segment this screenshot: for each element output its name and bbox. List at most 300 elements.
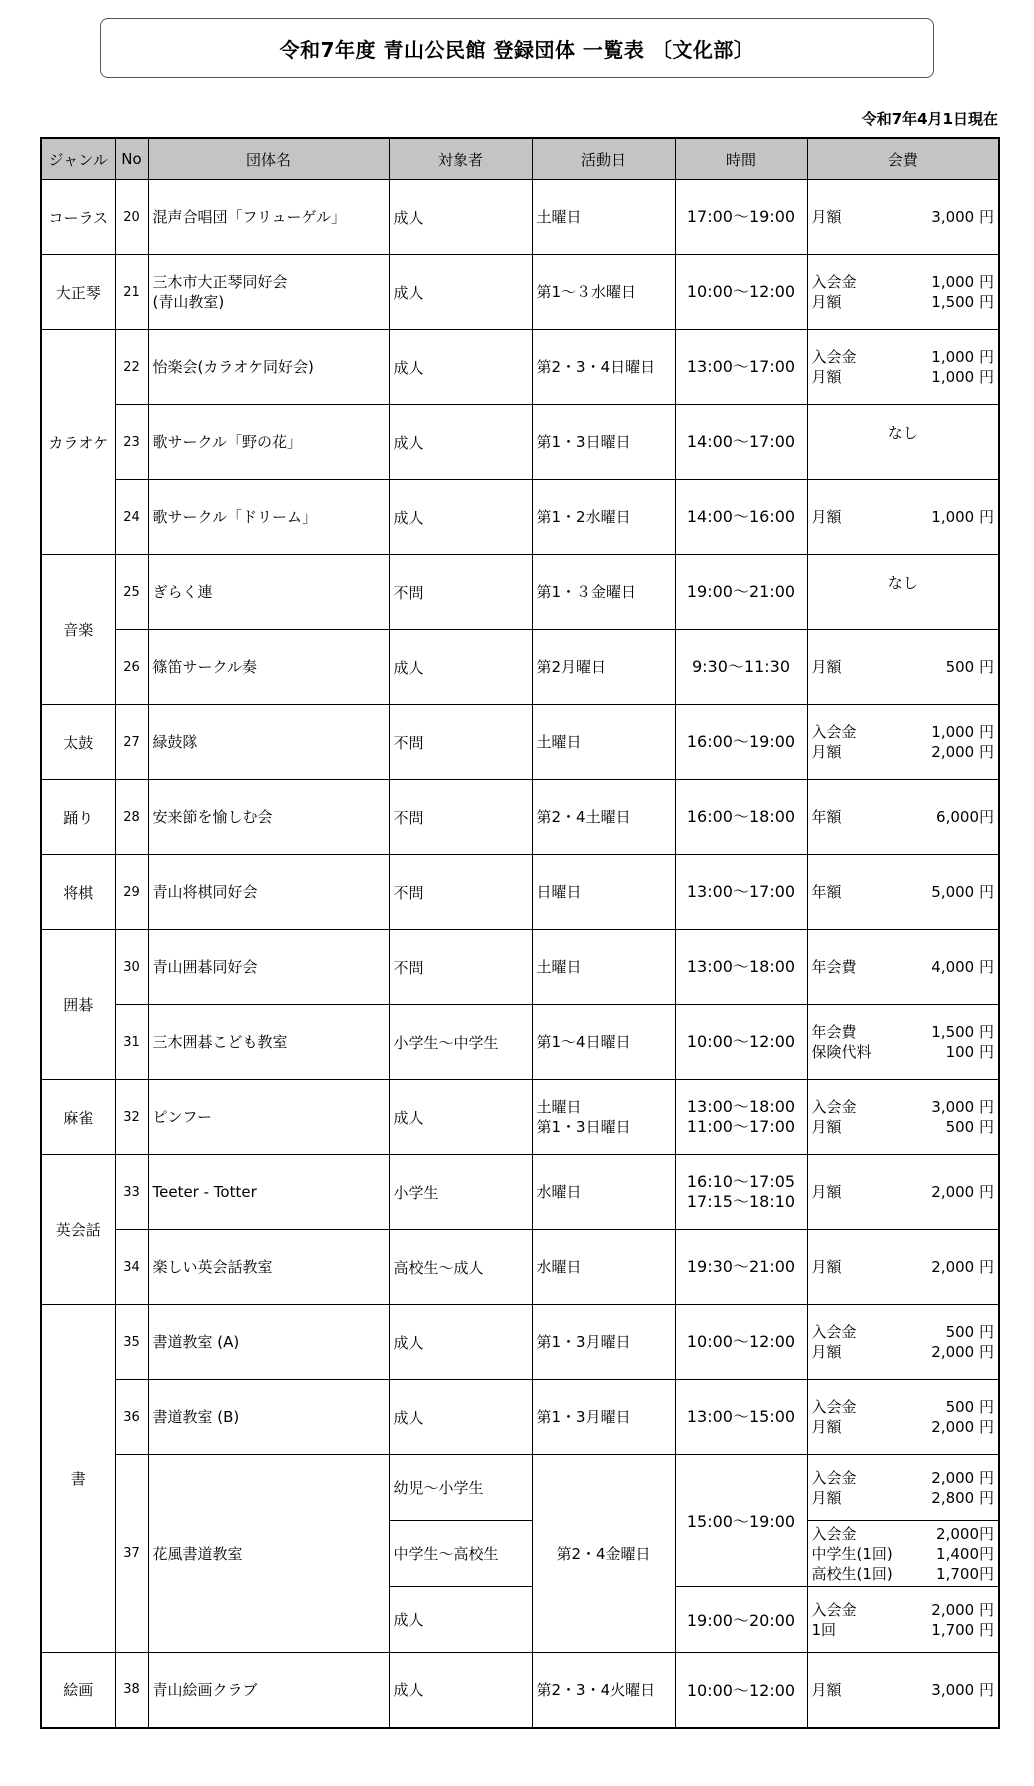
header-time: 時間 xyxy=(675,138,807,180)
fee-line xyxy=(808,207,999,227)
fee-line xyxy=(808,367,999,387)
fee-amount: 2,000 円 xyxy=(931,1418,994,1436)
fee-line xyxy=(808,1417,999,1437)
activity-day xyxy=(532,1380,675,1455)
group-name xyxy=(148,930,389,1005)
group-number: 32 xyxy=(115,1080,148,1155)
fee-line xyxy=(808,1468,999,1488)
target-audience: 不問 xyxy=(389,930,532,1005)
membership-fee xyxy=(807,630,999,705)
fee-amount: 1,000 円 xyxy=(931,368,994,386)
table-row xyxy=(41,255,999,330)
fee-amount: 500 円 xyxy=(945,1398,994,1416)
activity-day-line: 水曜日 xyxy=(536,1183,582,1201)
target-audience: 中学生〜高校生 xyxy=(389,1521,532,1587)
fee-amount: 2,000 円 xyxy=(931,1343,994,1361)
fee-line xyxy=(808,1564,999,1584)
fee-label: 入会金 xyxy=(811,1398,857,1416)
activity-day xyxy=(532,180,675,255)
group-name-line: (青山教室) xyxy=(152,293,225,311)
activity-day xyxy=(532,405,675,480)
document-title: 令和7年度 青山公民館 登録団体 一覧表 〔文化部〕 xyxy=(100,18,934,78)
activity-day xyxy=(532,855,675,930)
activity-time-line: 17:00〜19:00 xyxy=(686,207,796,226)
group-name-line: 青山囲碁同好会 xyxy=(152,958,258,976)
header-genre: ジャンル xyxy=(41,138,115,180)
membership-fee xyxy=(807,855,999,930)
activity-day xyxy=(532,1305,675,1380)
group-name-line: 三木市大正琴同好会 xyxy=(152,273,288,291)
group-name-line: 歌サークル「野の花」 xyxy=(152,433,303,451)
group-number: 37 xyxy=(115,1455,148,1653)
group-number: 38 xyxy=(115,1653,148,1728)
membership-fee xyxy=(807,405,999,480)
fee-amount: 2,000 円 xyxy=(931,1258,994,1276)
table-row xyxy=(41,1653,999,1728)
fee-amount: 1,700 円 xyxy=(931,1620,994,1639)
activity-day-line: 第1・2水曜日 xyxy=(536,508,631,526)
table-row xyxy=(41,1155,999,1230)
fee-line xyxy=(808,1022,999,1042)
activity-day-line: 第2・4土曜日 xyxy=(536,808,631,826)
table-header-row xyxy=(41,138,999,180)
fee-line xyxy=(808,807,999,827)
activity-day xyxy=(532,1080,675,1155)
membership-fee xyxy=(807,1005,999,1080)
membership-fee xyxy=(807,480,999,555)
as-of-date: 令和7年4月1日現在 xyxy=(861,110,998,128)
fee-amount: 1,400円 xyxy=(936,1544,994,1563)
group-name-line: ピンフー xyxy=(152,1108,213,1126)
activity-time xyxy=(675,555,807,630)
activity-time xyxy=(675,930,807,1005)
fee-line xyxy=(808,1097,999,1117)
fee-amount: 2,000 円 xyxy=(931,1183,994,1201)
group-name-line: 安来節を愉しむ会 xyxy=(152,808,273,826)
fee-line xyxy=(808,957,999,977)
header-no: No xyxy=(115,138,148,180)
activity-day-line: 土曜日 xyxy=(536,733,582,751)
genre-cell: 音楽 xyxy=(41,555,115,705)
activity-day-line: 第1・３金曜日 xyxy=(536,583,637,601)
activity-day: 第2・4金曜日 xyxy=(532,1455,675,1653)
membership-fee xyxy=(807,1230,999,1305)
group-name xyxy=(148,1230,389,1305)
fee-label: 月額 xyxy=(811,1183,842,1201)
fee-line xyxy=(808,1117,999,1137)
fee-amount: 3,000 円 xyxy=(931,208,994,226)
group-name xyxy=(148,1380,389,1455)
fee-line xyxy=(808,1322,999,1342)
group-number: 35 xyxy=(115,1305,148,1380)
activity-day xyxy=(532,930,675,1005)
membership-fee xyxy=(807,780,999,855)
group-name xyxy=(148,705,389,780)
activity-time-line: 13:00〜17:00 xyxy=(686,882,796,901)
fee-line xyxy=(808,1182,999,1202)
fee-line xyxy=(808,507,999,527)
activity-time xyxy=(675,180,807,255)
header-name: 団体名 xyxy=(148,138,389,180)
fee-line xyxy=(808,1600,999,1620)
group-name xyxy=(148,180,389,255)
activity-time-line: 19:30〜21:00 xyxy=(686,1257,796,1276)
fee-amount: 500 円 xyxy=(945,658,994,676)
genre-cell: 麻雀 xyxy=(41,1080,115,1155)
genre-cell: コーラス xyxy=(41,180,115,255)
genre-cell: カラオケ xyxy=(41,330,115,555)
group-name xyxy=(148,1005,389,1080)
membership-fee xyxy=(807,1155,999,1230)
table-row xyxy=(41,405,999,480)
header-target: 対象者 xyxy=(389,138,532,180)
activity-time-line: 10:00〜12:00 xyxy=(686,1332,796,1351)
fee-amount: 3,000 円 xyxy=(931,1680,994,1699)
activity-time-line: 17:15〜18:10 xyxy=(686,1192,796,1211)
activity-day-line: 日曜日 xyxy=(536,883,582,901)
group-number: 20 xyxy=(115,180,148,255)
group-number: 23 xyxy=(115,405,148,480)
group-name xyxy=(148,480,389,555)
activity-time xyxy=(675,855,807,930)
genre-cell: 囲碁 xyxy=(41,930,115,1080)
fee-amount: 1,000 円 xyxy=(931,273,994,291)
activity-time xyxy=(675,255,807,330)
activity-time xyxy=(675,705,807,780)
group-name-line: 緑鼓隊 xyxy=(152,733,198,751)
table-row xyxy=(41,555,999,630)
table-row xyxy=(41,630,999,705)
genre-cell: 踊り xyxy=(41,780,115,855)
fee-amount: 500 円 xyxy=(945,1323,994,1341)
table-row xyxy=(41,705,999,780)
table-row xyxy=(41,180,999,255)
genre-cell: 英会話 xyxy=(41,1155,115,1305)
activity-day-line: 土曜日 xyxy=(536,1098,582,1116)
activity-day xyxy=(532,1005,675,1080)
target-audience: 不問 xyxy=(389,780,532,855)
membership-fee xyxy=(807,330,999,405)
fee-label: 高校生(1回) xyxy=(811,1564,893,1583)
activity-day-line: 第1・3月曜日 xyxy=(536,1408,631,1426)
activity-day xyxy=(532,630,675,705)
fee-label: 月額 xyxy=(811,368,842,386)
group-name-line: 怡楽会(カラオケ同好会) xyxy=(152,358,314,376)
table-row xyxy=(41,1305,999,1380)
activity-day-line: 土曜日 xyxy=(536,208,582,226)
table-row xyxy=(41,1005,999,1080)
fee-amount: 6,000円 xyxy=(936,808,994,826)
group-name xyxy=(148,255,389,330)
fee-line xyxy=(808,292,999,312)
activity-day-line: 第1・3日曜日 xyxy=(536,1118,631,1136)
activity-time-line: 16:00〜18:00 xyxy=(686,807,796,826)
membership-fee xyxy=(807,705,999,780)
group-number: 34 xyxy=(115,1230,148,1305)
group-name: 青山絵画クラブ xyxy=(148,1653,389,1728)
groups-table xyxy=(40,137,1000,1729)
activity-time-line: 14:00〜16:00 xyxy=(686,507,796,526)
fee-label: 保険代料 xyxy=(811,1043,872,1061)
membership-fee xyxy=(807,1521,999,1587)
fee-none: なし xyxy=(887,573,918,592)
activity-time: 15:00〜19:00 xyxy=(675,1455,807,1587)
target-audience: 成人 xyxy=(389,405,532,480)
fee-line xyxy=(808,1257,999,1277)
membership-fee xyxy=(807,1587,999,1653)
activity-time-line: 10:00〜12:00 xyxy=(686,282,796,301)
activity-day xyxy=(532,780,675,855)
activity-time xyxy=(675,630,807,705)
membership-fee xyxy=(807,1305,999,1380)
fee-amount: 2,800 円 xyxy=(931,1488,994,1507)
group-name xyxy=(148,630,389,705)
activity-day xyxy=(532,1155,675,1230)
table-row xyxy=(41,1230,999,1305)
group-name-line: ぎらく連 xyxy=(152,583,213,601)
fee-amount: 1,000 円 xyxy=(931,723,994,741)
activity-time-line: 14:00〜17:00 xyxy=(686,432,796,451)
activity-day-line: 土曜日 xyxy=(536,958,582,976)
activity-time-line: 16:10〜17:05 xyxy=(686,1172,796,1191)
activity-time-line: 11:00〜17:00 xyxy=(686,1117,796,1136)
activity-day xyxy=(532,1230,675,1305)
activity-day-line: 第1〜4日曜日 xyxy=(536,1033,631,1051)
fee-label: 入会金 xyxy=(811,348,857,366)
activity-time-line: 16:00〜19:00 xyxy=(686,732,796,751)
fee-amount: 4,000 円 xyxy=(931,958,994,976)
membership-fee xyxy=(807,1455,999,1521)
table-row xyxy=(41,480,999,555)
fee-line xyxy=(808,882,999,902)
activity-day xyxy=(532,255,675,330)
fee-label: 入会金 xyxy=(811,1468,857,1487)
group-name-line: Teeter - Totter xyxy=(152,1183,257,1201)
activity-day: 第2・3・4火曜日 xyxy=(532,1653,675,1728)
group-name: 花風書道教室 xyxy=(148,1455,389,1653)
fee-label: 年額 xyxy=(811,883,842,901)
group-number: 33 xyxy=(115,1155,148,1230)
target-audience: 小学生 xyxy=(389,1155,532,1230)
activity-time xyxy=(675,1155,807,1230)
activity-time xyxy=(675,1080,807,1155)
fee-line xyxy=(808,1397,999,1417)
fee-label: 月額 xyxy=(811,208,842,226)
group-number: 21 xyxy=(115,255,148,330)
fee-label: 月額 xyxy=(811,1118,842,1136)
fee-amount: 1,500 円 xyxy=(931,1023,994,1041)
target-audience: 高校生〜成人 xyxy=(389,1230,532,1305)
fee-amount: 1,500 円 xyxy=(931,293,994,311)
fee-label: 入会金 xyxy=(811,1323,857,1341)
fee-amount: 3,000 円 xyxy=(931,1098,994,1116)
fee-none: なし xyxy=(887,423,918,442)
group-name xyxy=(148,855,389,930)
fee-label: 月額 xyxy=(811,658,842,676)
membership-fee xyxy=(807,180,999,255)
target-audience: 成人 xyxy=(389,1305,532,1380)
fee-label: 年額 xyxy=(811,808,842,826)
activity-time xyxy=(675,480,807,555)
fee-amount: 1,700円 xyxy=(936,1564,994,1583)
table-row xyxy=(41,855,999,930)
table-body xyxy=(41,180,999,1728)
group-name-line: 書道教室 (B) xyxy=(152,1408,240,1426)
fee-amount: 5,000 円 xyxy=(931,883,994,901)
fee-amount: 100 円 xyxy=(945,1043,994,1061)
target-audience: 不問 xyxy=(389,705,532,780)
target-audience: 幼児〜小学生 xyxy=(389,1455,532,1521)
activity-time xyxy=(675,1305,807,1380)
target-audience: 成人 xyxy=(389,480,532,555)
fee-line xyxy=(808,742,999,762)
activity-time xyxy=(675,330,807,405)
fee-label: 月額 xyxy=(811,743,842,761)
fee-amount: 500 円 xyxy=(945,1118,994,1136)
membership-fee xyxy=(807,1380,999,1455)
fee-line xyxy=(808,1524,999,1544)
fee-label: 入会金 xyxy=(811,723,857,741)
fee-amount: 2,000 円 xyxy=(931,1468,994,1487)
header-day: 活動日 xyxy=(532,138,675,180)
activity-day-line: 第1〜３水曜日 xyxy=(536,283,637,301)
fee-label: 入会金 xyxy=(811,1600,857,1619)
group-name xyxy=(148,405,389,480)
fee-amount: 2,000 円 xyxy=(931,743,994,761)
fee-line xyxy=(808,272,999,292)
group-number: 36 xyxy=(115,1380,148,1455)
membership-fee xyxy=(807,1080,999,1155)
membership-fee xyxy=(807,555,999,630)
activity-time-line: 13:00〜17:00 xyxy=(686,357,796,376)
fee-line xyxy=(808,1042,999,1062)
group-number: 27 xyxy=(115,705,148,780)
genre-cell: 絵画 xyxy=(41,1653,115,1728)
activity-day-line: 第1・3日曜日 xyxy=(536,433,631,451)
activity-time-line: 19:00〜21:00 xyxy=(686,582,796,601)
fee-line xyxy=(808,1620,999,1640)
group-number: 24 xyxy=(115,480,148,555)
genre-cell: 書 xyxy=(41,1305,115,1653)
table-row xyxy=(41,930,999,1005)
target-audience: 成人 xyxy=(389,1653,532,1728)
fee-line xyxy=(808,1680,999,1700)
fee-line xyxy=(808,347,999,367)
fee-label: 年会費 xyxy=(811,1023,857,1041)
group-number: 22 xyxy=(115,330,148,405)
activity-day xyxy=(532,330,675,405)
activity-day xyxy=(532,480,675,555)
group-name-line: 書道教室 (A) xyxy=(152,1333,240,1351)
group-name-line: 歌サークル「ドリーム」 xyxy=(152,508,318,526)
group-number: 26 xyxy=(115,630,148,705)
fee-amount: 2,000円 xyxy=(936,1524,994,1543)
fee-amount: 1,000 円 xyxy=(931,348,994,366)
table-row xyxy=(41,1455,999,1521)
activity-time-line: 13:00〜15:00 xyxy=(686,1407,796,1426)
target-audience: 成人 xyxy=(389,1080,532,1155)
table-row xyxy=(41,330,999,405)
membership-fee xyxy=(807,255,999,330)
fee-label: 月額 xyxy=(811,1258,842,1276)
group-name-line: 青山将棋同好会 xyxy=(152,883,258,901)
fee-line xyxy=(808,722,999,742)
activity-day-line: 第2月曜日 xyxy=(536,658,607,676)
activity-time xyxy=(675,1005,807,1080)
membership-fee xyxy=(807,1653,999,1728)
activity-day xyxy=(532,705,675,780)
group-number: 28 xyxy=(115,780,148,855)
target-audience: 成人 xyxy=(389,630,532,705)
activity-time-line: 13:00〜18:00 xyxy=(686,1097,796,1116)
table-row xyxy=(41,1080,999,1155)
group-number: 25 xyxy=(115,555,148,630)
genre-cell: 将棋 xyxy=(41,855,115,930)
activity-day xyxy=(532,555,675,630)
activity-day-line: 第2・3・4日曜日 xyxy=(536,358,656,376)
fee-line xyxy=(808,1544,999,1564)
fee-label: 中学生(1回) xyxy=(811,1544,893,1563)
group-name-line: 三木囲碁こども教室 xyxy=(152,1033,288,1051)
activity-time xyxy=(675,405,807,480)
group-name-line: 篠笛サークル奏 xyxy=(152,658,258,676)
target-audience: 小学生〜中学生 xyxy=(389,1005,532,1080)
fee-label: 月額 xyxy=(811,1418,842,1436)
group-name xyxy=(148,780,389,855)
activity-time-line: 13:00〜18:00 xyxy=(686,957,796,976)
target-audience: 不問 xyxy=(389,555,532,630)
target-audience: 成人 xyxy=(389,330,532,405)
group-number: 29 xyxy=(115,855,148,930)
fee-label: 年会費 xyxy=(811,958,857,976)
fee-amount: 2,000 円 xyxy=(931,1600,994,1619)
activity-time: 10:00〜12:00 xyxy=(675,1653,807,1728)
fee-line xyxy=(808,657,999,677)
genre-cell: 太鼓 xyxy=(41,705,115,780)
fee-label: 月額 xyxy=(811,1680,842,1699)
group-name xyxy=(148,555,389,630)
fee-line xyxy=(808,1342,999,1362)
fee-label: 月額 xyxy=(811,293,842,311)
fee-label: 入会金 xyxy=(811,1524,857,1543)
membership-fee xyxy=(807,930,999,1005)
group-number: 30 xyxy=(115,930,148,1005)
activity-time xyxy=(675,1230,807,1305)
fee-label: 月額 xyxy=(811,1343,842,1361)
group-name xyxy=(148,1155,389,1230)
activity-time-line: 9:30〜11:30 xyxy=(691,657,791,676)
activity-day-line: 水曜日 xyxy=(536,1258,582,1276)
target-audience: 成人 xyxy=(389,255,532,330)
group-name-line: 楽しい英会話教室 xyxy=(152,1258,273,1276)
fee-label: 月額 xyxy=(811,508,842,526)
fee-label: 月額 xyxy=(811,1488,842,1507)
activity-day-line: 第1・3月曜日 xyxy=(536,1333,631,1351)
group-name xyxy=(148,1305,389,1380)
group-name-line: 混声合唱団「フリューゲル」 xyxy=(152,208,347,226)
target-audience: 成人 xyxy=(389,1587,532,1653)
genre-cell: 大正琴 xyxy=(41,255,115,330)
activity-time: 19:00〜20:00 xyxy=(675,1587,807,1653)
target-audience: 不問 xyxy=(389,855,532,930)
target-audience: 成人 xyxy=(389,180,532,255)
fee-label: 入会金 xyxy=(811,1098,857,1116)
activity-time xyxy=(675,780,807,855)
fee-line xyxy=(808,1488,999,1508)
header-fee: 会費 xyxy=(807,138,999,180)
target-audience: 成人 xyxy=(389,1380,532,1455)
activity-time xyxy=(675,1380,807,1455)
